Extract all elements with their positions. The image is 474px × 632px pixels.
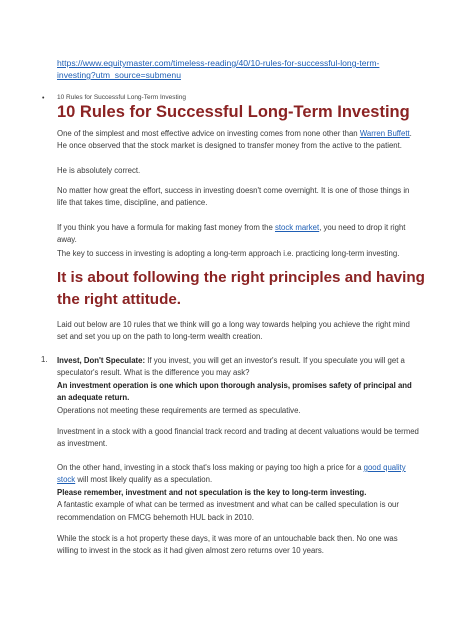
formula-text-end: , you need to drop it right away. (57, 223, 406, 245)
warren-buffett-link[interactable]: Warren Buffett (359, 129, 410, 138)
rule1-operations: Operations not meeting these requirements are termed as speculative. (57, 405, 301, 415)
paragraph-correct: He is absolutely correct. (57, 166, 141, 175)
stock-market-link[interactable]: stock market (274, 223, 320, 232)
paragraph-investment: Investment in a stock with a good financial track record and trading at decent valuations would be termed as investment. (57, 427, 419, 449)
paragraph-formula (57, 222, 419, 247)
other-hand-text: On the other hand, investing in a stock that's loss making or paying too high a price for a (57, 463, 364, 472)
rule1-paragraph (57, 355, 419, 417)
intro-paragraph (57, 128, 419, 153)
breadcrumb: 10 Rules for Successful Long-Term Investing (57, 94, 186, 101)
paragraph-while: While the stock is a hot property these days, it was more of an untouchable back then. No one was willing to invest in the stock as it had given almost zero returns over 10 years. (57, 534, 398, 556)
section-heading: It is about following the right principles and having the right attitude. (57, 269, 425, 308)
source-url-link[interactable]: https://www.equitymaster.com/timeless-reading/40/10-rules-for-successful-long-term-investing?utm_source=submenu (57, 58, 380, 80)
paragraph-key: The key to success in investing is adopting a long-term approach i.e. practicing long-term investing. (57, 249, 400, 258)
breadcrumb-bullet: • (42, 95, 45, 102)
paragraph-rules-intro: Laid out below are 10 rules that we think will go a long way towards helping you achieve the right mind set and set you up on the path to long-term wealth creation. (57, 320, 410, 342)
intro-period: . (409, 129, 412, 138)
page-title: 10 Rules for Successful Long-Term Investing (57, 103, 410, 121)
good-quality-stock-link[interactable]: good quality stock (57, 463, 406, 485)
remember-statement: Please remember, investment and not speculation is the key to long-term investing. (57, 487, 367, 497)
intro-line2: He once observed that the stock market is designed to transfer money from the active to the patient. (57, 141, 402, 151)
example-text: A fantastic example of what can be termed as investment and what can be called speculation is our recommendation on FMCG behemoth HUL back in 2010. (57, 500, 399, 522)
paragraph-other-hand (57, 462, 419, 524)
intro-text: One of the simplest and most effective advice on investing comes from none other than (57, 129, 360, 138)
formula-text: If you think you have a formula for making fast money from the (57, 223, 275, 232)
rule1-label: Invest, Don't Speculate: (57, 356, 146, 365)
other-hand-end: will most likely qualify as a speculation. (75, 475, 213, 485)
paragraph-effort: No matter how great the effort, success in investing doesn't come overnight. It is one of those things in life that takes time, discipline, and patience. (57, 186, 410, 208)
rule-number: 1. (41, 355, 48, 364)
rule1-text: If you invest, you will get an investor's result. If you speculate you will get a speculator's result. What is the difference you may ask? (57, 356, 405, 378)
rule1-definition: An investment operation is one which upon thorough analysis, promises safety of principal and an adequate return. (57, 380, 412, 403)
